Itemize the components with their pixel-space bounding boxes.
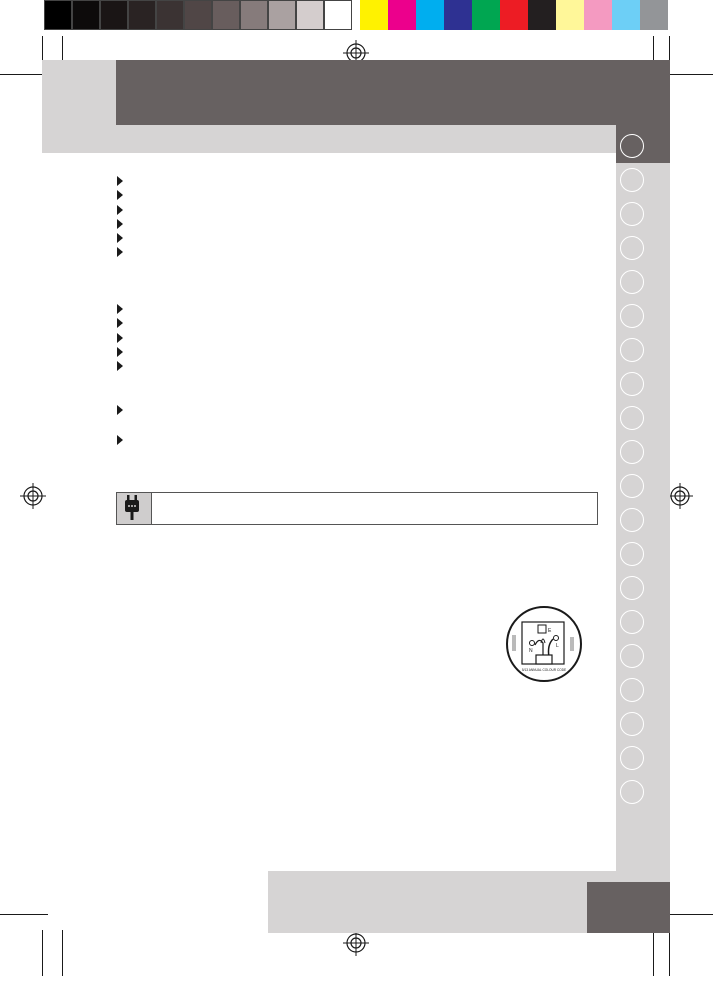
language-tab[interactable] [620, 372, 644, 396]
page-number-block [587, 882, 670, 933]
language-tab[interactable] [620, 440, 644, 464]
bullet-arrow-icon [117, 333, 123, 343]
language-tab[interactable] [620, 202, 644, 226]
gray-swatch [324, 0, 352, 30]
color-swatch [640, 0, 668, 30]
color-swatch [444, 0, 472, 30]
color-swatch [612, 0, 640, 30]
color-swatch [360, 0, 388, 30]
header-side-panel [42, 60, 116, 153]
bullet-arrow-icon [117, 318, 123, 328]
bullet-arrow-icon [117, 190, 123, 200]
language-tab[interactable] [620, 270, 644, 294]
color-swatch [388, 0, 416, 30]
color-swatch [472, 0, 500, 30]
color-swatch [584, 0, 612, 30]
gray-swatch [212, 0, 240, 30]
bullet-arrow-icon [117, 205, 123, 215]
language-tab[interactable] [620, 338, 644, 362]
bullet-arrow-icon [117, 347, 123, 357]
info-notice-box [116, 492, 598, 525]
bullet-arrow-icon [117, 405, 123, 415]
gray-swatch [184, 0, 212, 30]
gray-swatch [296, 0, 324, 30]
bullet-arrow-icon [117, 304, 123, 314]
language-tab[interactable] [620, 678, 644, 702]
bullet-arrow-icon [117, 435, 123, 445]
gray-swatch [100, 0, 128, 30]
earth-label: E [548, 628, 552, 634]
language-tab[interactable] [620, 576, 644, 600]
crop-mark [62, 930, 63, 976]
registration-mark-right [667, 483, 693, 509]
page-header-banner [116, 60, 670, 125]
crop-mark [653, 930, 654, 976]
color-swatch [556, 0, 584, 30]
language-tab[interactable] [620, 406, 644, 430]
language-tab[interactable] [620, 474, 644, 498]
gray-swatch [128, 0, 156, 30]
gray-swatch [268, 0, 296, 30]
bullet-arrow-icon [117, 176, 123, 186]
language-tab[interactable] [620, 746, 644, 770]
language-tab[interactable] [620, 644, 644, 668]
plug-icon [117, 493, 151, 524]
live-label: L [556, 643, 559, 649]
language-tab[interactable] [620, 134, 644, 158]
crop-mark [0, 74, 48, 75]
info-icon-cell [117, 493, 152, 524]
language-tab[interactable] [620, 508, 644, 532]
plug-wiring-diagram [505, 605, 583, 683]
bullet-arrow-icon [117, 361, 123, 371]
gray-swatch [72, 0, 100, 30]
crop-mark [0, 914, 48, 915]
colour-code-caption: 5/13 ANNUAL COLOUR CODE [521, 668, 567, 672]
gray-swatch [44, 0, 72, 30]
registration-mark-bottom [343, 930, 369, 956]
language-tab[interactable] [620, 780, 644, 804]
crop-mark [669, 930, 670, 976]
color-swatch [528, 0, 556, 30]
language-tab[interactable] [620, 304, 644, 328]
registration-mark-left [20, 483, 46, 509]
color-swatch [416, 0, 444, 30]
color-swatch [500, 0, 528, 30]
crop-mark [42, 930, 43, 976]
language-tab[interactable] [620, 168, 644, 192]
crop-mark [665, 914, 713, 915]
language-tab[interactable] [620, 610, 644, 634]
gray-swatch [240, 0, 268, 30]
gray-swatch [156, 0, 184, 30]
neutral-label: N [529, 648, 533, 654]
bullet-arrow-icon [117, 219, 123, 229]
language-tab[interactable] [620, 712, 644, 736]
grayscale-calibration-bar [44, 0, 352, 30]
color-calibration-bar [360, 0, 668, 30]
bullet-arrow-icon [117, 233, 123, 243]
crop-mark [665, 74, 713, 75]
bullet-arrow-icon [117, 247, 123, 257]
language-tab[interactable] [620, 542, 644, 566]
header-subbar [116, 125, 616, 153]
language-tab[interactable] [620, 236, 644, 260]
